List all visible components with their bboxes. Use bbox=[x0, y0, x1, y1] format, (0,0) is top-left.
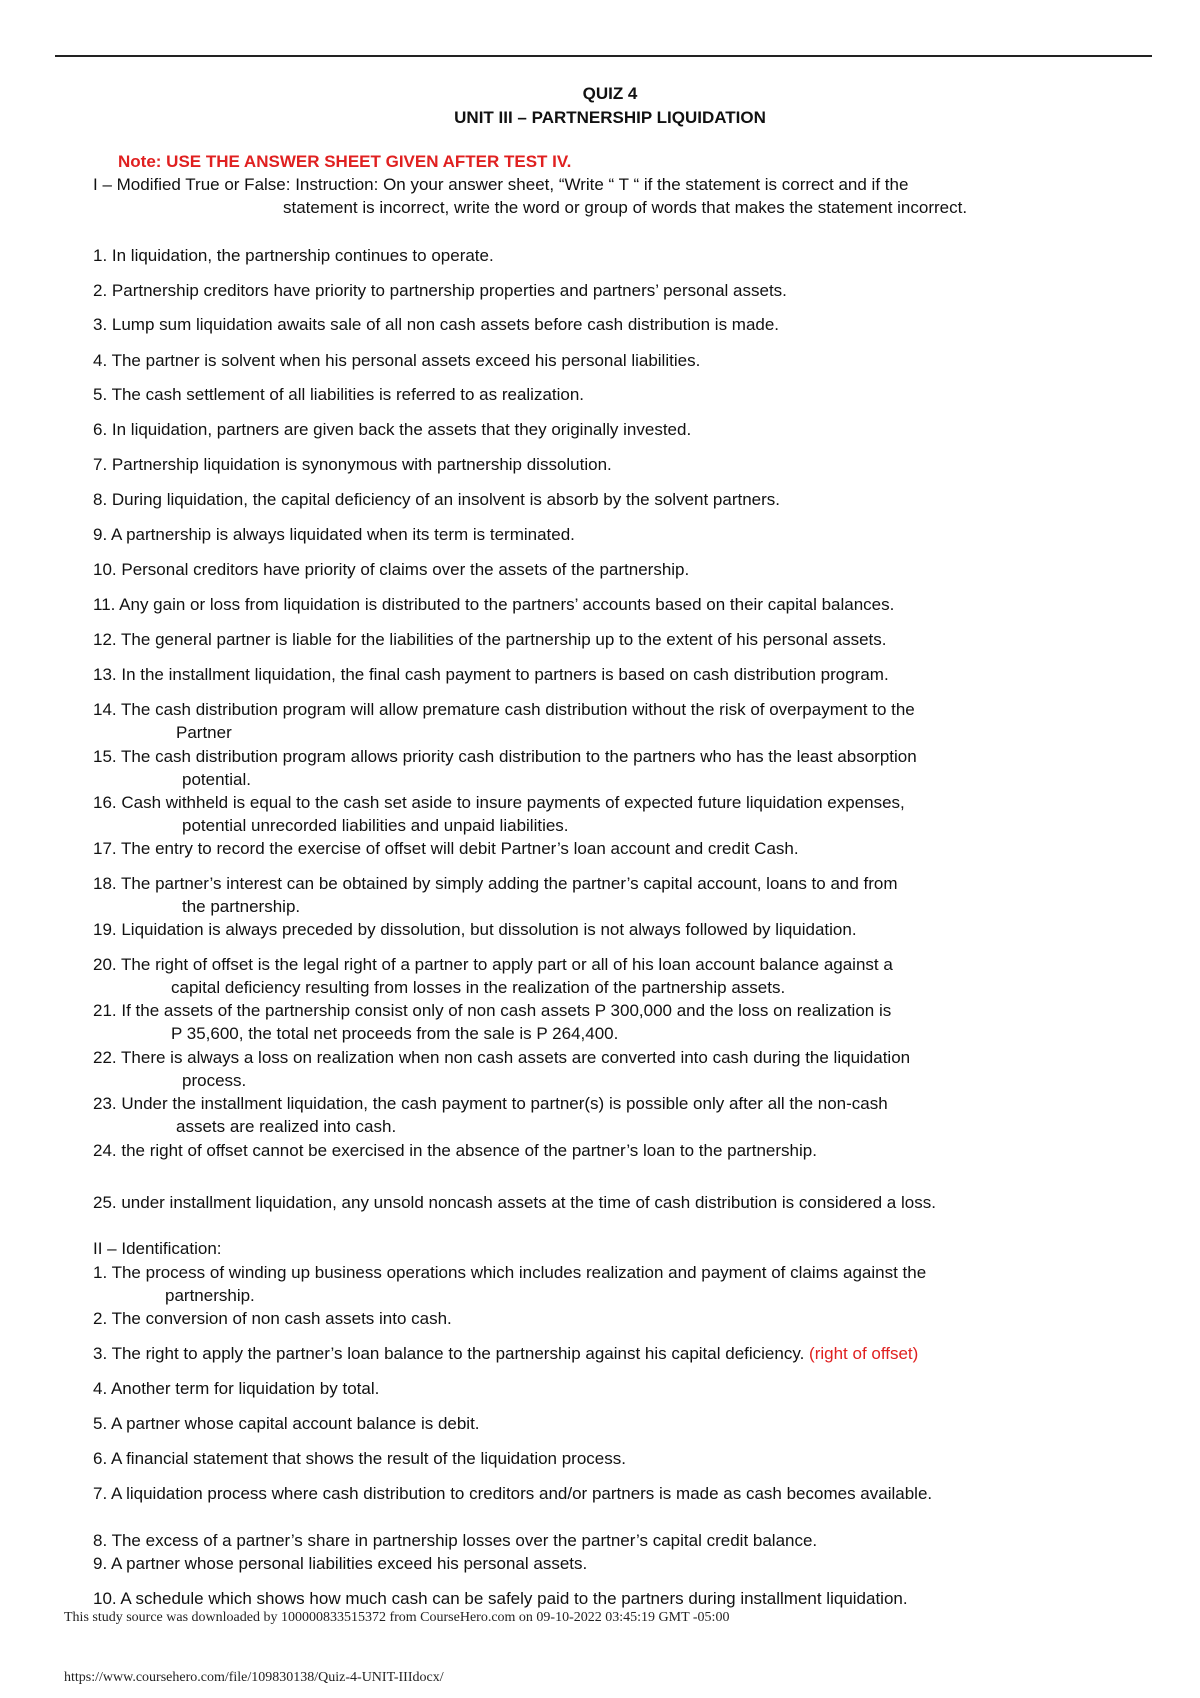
test2-item: 9. A partner whose personal liabilities exceed his personal assets. bbox=[93, 1554, 588, 1573]
test1-item: 1. In liquidation, the partnership continues to operate. bbox=[93, 246, 494, 265]
test1-item-continuation: P 35,600, the total net proceeds from the sale is P 264,400. bbox=[171, 1024, 619, 1043]
test2-item: 4. Another term for liquidation by total. bbox=[93, 1379, 380, 1398]
test2-item: 5. A partner whose capital account balance is debit. bbox=[93, 1414, 480, 1433]
test2-item bbox=[93, 1343, 918, 1365]
test1-item-continuation: capital deficiency resulting from losses in the realization of the partnership assets. bbox=[171, 978, 786, 997]
test1-item: 15. The cash distribution program allows priority cash distribution to the partners who has the least absorption bbox=[93, 747, 917, 766]
test1-item: 5. The cash settlement of all liabilities is referred to as realization. bbox=[93, 385, 585, 404]
test2-item: 10. A schedule which shows how much cash can be safely paid to the partners during installment liquidation. bbox=[93, 1589, 908, 1608]
test2-item-3-answer: (right of offset) bbox=[809, 1344, 919, 1363]
test1-item: 24. the right of offset cannot be exercised in the absence of the partner’s loan to the partnership. bbox=[93, 1141, 817, 1160]
test1-item: 4. The partner is solvent when his personal assets exceed his personal liabilities. bbox=[93, 351, 701, 370]
test2-item-3-text: 3. The right to apply the partner’s loan balance to the partnership against his capital deficiency. bbox=[93, 1344, 805, 1363]
test1-item: 23. Under the installment liquidation, the cash payment to partner(s) is possible only after all the non-cash bbox=[93, 1094, 888, 1113]
test1-item: 2. Partnership creditors have priority to partnership properties and partners’ personal assets. bbox=[93, 281, 787, 300]
download-notice: This study source was downloaded by 100000833515372 from CourseHero.com on 09-10-2022 03:45:19 GMT -05:00 bbox=[64, 1610, 730, 1625]
test1-item: 8. During liquidation, the capital deficiency of an insolvent is absorb by the solvent partners. bbox=[93, 490, 781, 509]
top-rule bbox=[55, 55, 1152, 57]
test1-item-continuation: the partnership. bbox=[182, 897, 301, 916]
answer-sheet-note: Note: USE THE ANSWER SHEET GIVEN AFTER TEST IV. bbox=[118, 152, 572, 171]
document-header bbox=[0, 82, 1200, 130]
test1-item: 13. In the installment liquidation, the final cash payment to partners is based on cash distribution program. bbox=[93, 665, 889, 684]
test1-item: 21. If the assets of the partnership consist only of non cash assets P 300,000 and the loss on realization is bbox=[93, 1001, 892, 1020]
test1-item-continuation: process. bbox=[182, 1071, 247, 1090]
test1-instruction-line1: I – Modified True or False: Instruction: On your answer sheet, “Write “ T “ if the statement is correct and if the bbox=[93, 175, 909, 194]
source-url-link[interactable]: https://www.coursehero.com/file/109830138/Quiz-4-UNIT-IIIdocx/ bbox=[64, 1670, 444, 1685]
test1-item: 17. The entry to record the exercise of offset will debit Partner’s loan account and credit Cash. bbox=[93, 839, 799, 858]
test1-item: 3. Lump sum liquidation awaits sale of all non cash assets before cash distribution is made. bbox=[93, 315, 780, 334]
test1-item: 10. Personal creditors have priority of claims over the assets of the partnership. bbox=[93, 560, 690, 579]
test1-item: 16. Cash withheld is equal to the cash set aside to insure payments of expected future liquidation expenses, bbox=[93, 793, 905, 812]
test2-item: 8. The excess of a partner’s share in partnership losses over the partner’s capital credit balance. bbox=[93, 1531, 818, 1550]
test2-heading: II – Identification: bbox=[93, 1239, 222, 1258]
test1-item: 11. Any gain or loss from liquidation is distributed to the partners’ accounts based on their capital balances. bbox=[93, 595, 895, 614]
test2-item: 7. A liquidation process where cash distribution to creditors and/or partners is made as cash becomes available. bbox=[93, 1484, 933, 1503]
quiz-title: QUIZ 4 bbox=[582, 84, 638, 103]
test1-item: 25. under installment liquidation, any unsold noncash assets at the time of cash distribution is considered a loss. bbox=[93, 1193, 936, 1212]
test1-item: 19. Liquidation is always preceded by dissolution, but dissolution is not always followed by liquidation. bbox=[93, 920, 857, 939]
test1-item: 12. The general partner is liable for the liabilities of the partnership up to the extent of his personal assets. bbox=[93, 630, 887, 649]
test1-item-continuation: potential unrecorded liabilities and unpaid liabilities. bbox=[182, 816, 569, 835]
test1-item: 6. In liquidation, partners are given back the assets that they originally invested. bbox=[93, 420, 692, 439]
test2-item: 6. A financial statement that shows the result of the liquidation process. bbox=[93, 1449, 626, 1468]
test2-item: 2. The conversion of non cash assets into cash. bbox=[93, 1309, 452, 1328]
test1-item: 20. The right of offset is the legal right of a partner to apply part or all of his loan account balance against a bbox=[93, 955, 893, 974]
test1-item: 18. The partner’s interest can be obtained by simply adding the partner’s capital account, loans to and from bbox=[93, 874, 898, 893]
test1-item: 7. Partnership liquidation is synonymous with partnership dissolution. bbox=[93, 455, 612, 474]
test2-item-continuation: partnership. bbox=[165, 1286, 255, 1305]
test1-item-continuation: assets are realized into cash. bbox=[176, 1117, 397, 1136]
unit-title: UNIT III – PARTNERSHIP LIQUIDATION bbox=[454, 108, 766, 127]
test1-instruction-line2: statement is incorrect, write the word or group of words that makes the statement incorrect. bbox=[283, 198, 968, 217]
test1-item-continuation: potential. bbox=[182, 770, 251, 789]
test1-item: 9. A partnership is always liquidated when its term is terminated. bbox=[93, 525, 575, 544]
test2-item: 1. The process of winding up business operations which includes realization and payment of claims against the bbox=[93, 1263, 927, 1282]
test1-item: 22. There is always a loss on realization when non cash assets are converted into cash during the liquidation bbox=[93, 1048, 911, 1067]
test1-item: 14. The cash distribution program will allow premature cash distribution without the risk of overpayment to the bbox=[93, 700, 915, 719]
test1-item-continuation: Partner bbox=[176, 723, 232, 742]
